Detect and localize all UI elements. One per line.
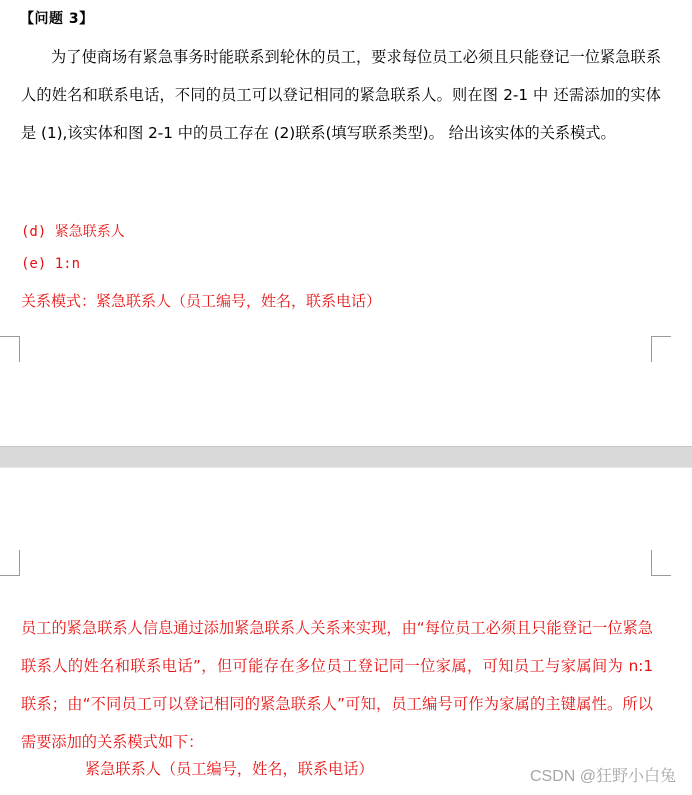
page-corner-mark-top-left [0,550,20,576]
explanation-schema: 紧急联系人（员工编号，姓名，联系电话） [85,760,374,778]
page-corner-mark-bottom-left [0,336,20,362]
answer-schema: 关系模式：紧急联系人（员工编号，姓名，联系电话） [21,292,382,310]
question-heading: 【问题 3】 [20,11,94,27]
page-separator [0,446,692,468]
answer-e: (e) 1:n [21,256,81,272]
question-text: 为了使商场有紧急事务时能联系到轮休的员工，要求每位员工必须且只能登记一位紧急联系人的姓名和联系电话，不同的员工可以登记相同的紧急联系人。则在图 2-1 中 还需添加的实体是 (1),该实体和图 2-1 中的员工存在 (2)联系(填写联系类型)。 给出该实体的关系模式。 [21,48,661,142]
page-corner-mark-bottom-right [651,336,671,362]
csdn-watermark: CSDN @狂野小白兔 [529,768,676,785]
answer-d: (d) 紧急联系人 [21,224,125,240]
page-corner-mark-top-right [651,550,671,576]
explanation-text: 员工的紧急联系人信息通过添加紧急联系人关系来实现，由“每位员工必须且只能登记一位紧急联系人的姓名和联系电话”，但可能存在多位员工登记同一位家属，可知员工与家属间为 n:1 联系；由“不同员工可以登记相同的紧急联系人”可知，员工编号可作为家属的主键属性。所以需要添加的关系模式如下： [21,619,653,751]
